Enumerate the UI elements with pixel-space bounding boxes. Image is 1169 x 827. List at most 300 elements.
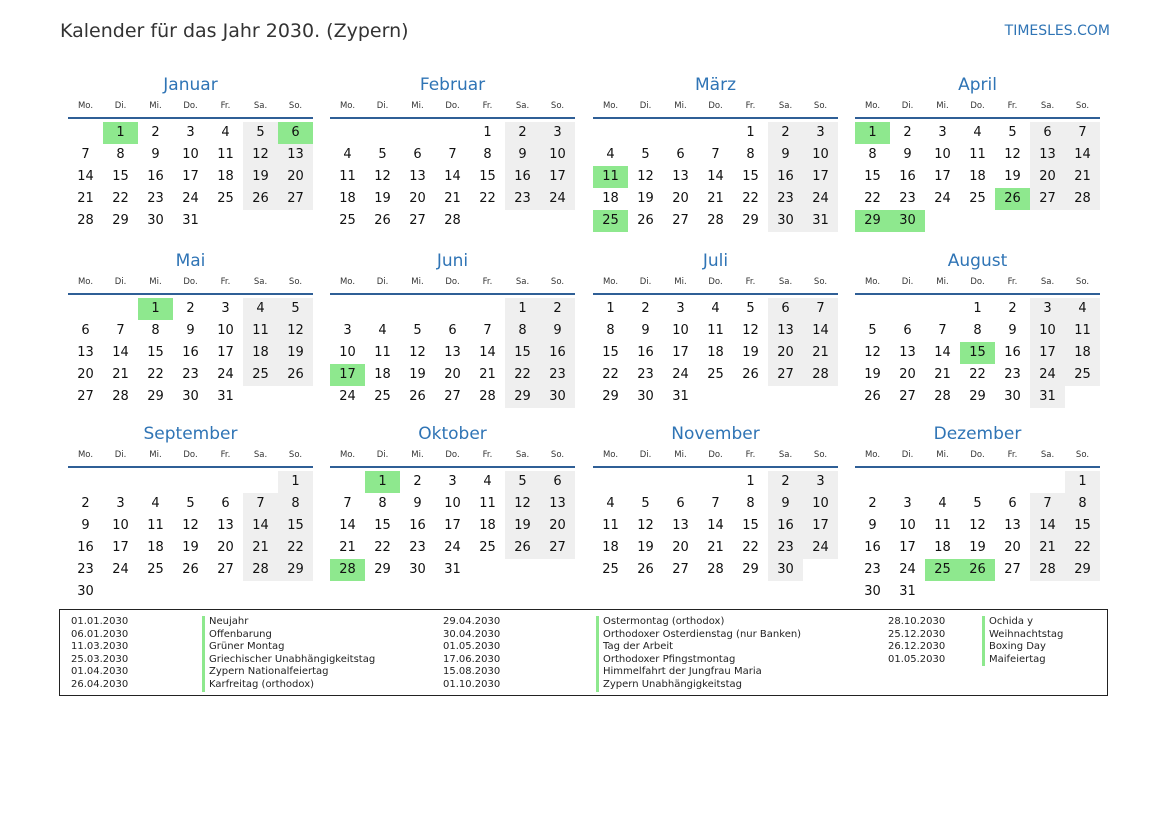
empty-cell — [995, 471, 1030, 493]
day-cell: 23 — [1004, 367, 1021, 382]
day-cell: 13 — [444, 345, 461, 360]
weekday-header — [593, 445, 838, 468]
legend-dates-col-3 — [888, 616, 945, 666]
day-cell: 29 — [602, 389, 619, 404]
day-cell: 24 — [803, 188, 838, 210]
day-cell: 9 — [413, 496, 422, 511]
day-cell: 23 — [147, 191, 164, 206]
day-cell: 16 — [409, 518, 426, 533]
day-cell: 15 — [278, 515, 313, 537]
legend-date: 28.10.2030 — [888, 616, 946, 627]
day-cell: 24 — [182, 191, 199, 206]
day-cell: 10 — [803, 493, 838, 515]
day-cell: 7 — [448, 147, 457, 162]
day-cell: 25 — [602, 562, 619, 577]
day-cell: 3 — [221, 301, 230, 316]
day-cell: 11 — [969, 147, 986, 162]
legend-date: 29.04.2030 — [443, 616, 501, 627]
day-cell: 2 — [903, 125, 912, 140]
weekday-label: Sa. — [253, 277, 268, 287]
weekday-label: Mi. — [411, 450, 424, 460]
day-cell: 27 — [1004, 562, 1021, 577]
day-cell: 30 — [1004, 389, 1021, 404]
day-cell: 14 — [243, 515, 278, 537]
weekday-label: So. — [550, 450, 565, 460]
empty-cell — [68, 122, 103, 144]
holiday-day-cell: 25 — [925, 559, 960, 581]
legend-name: Maifeiertag — [982, 654, 1063, 667]
day-cell: 6 — [1008, 496, 1017, 511]
weekday-header — [855, 96, 1100, 119]
day-cell: 2 — [768, 471, 803, 493]
day-cell: 20 — [444, 367, 461, 382]
day-cell: 27 — [899, 389, 916, 404]
weekday-label: Do. — [183, 101, 198, 111]
day-cell: 8 — [973, 323, 982, 338]
month-10 — [593, 423, 838, 581]
weekday-label: Mo. — [339, 450, 356, 460]
day-cell: 6 — [81, 323, 90, 338]
day-cell: 12 — [278, 320, 313, 342]
day-cell: 10 — [803, 144, 838, 166]
empty-cell — [890, 298, 925, 320]
day-cell: 22 — [969, 367, 986, 382]
day-cell: 30 — [182, 389, 199, 404]
day-cell: 21 — [707, 191, 724, 206]
legend-date: 17.06.2030 — [443, 653, 501, 665]
day-cell: 4 — [243, 298, 278, 320]
legend-name: Tag der Arbeit — [596, 641, 801, 654]
day-cell: 12 — [243, 144, 278, 166]
day-cell: 6 — [676, 147, 685, 162]
day-cell: 1 — [746, 474, 755, 489]
day-cell: 21 — [1030, 537, 1065, 559]
legend-date: 25.12.2030 — [888, 628, 946, 640]
day-cell: 2 — [186, 301, 195, 316]
day-cell: 2 — [151, 125, 160, 140]
weekday-label: So. — [813, 101, 828, 111]
day-grid — [330, 122, 575, 232]
weekday-label: Sa. — [1040, 101, 1055, 111]
day-cell: 2 — [81, 496, 90, 511]
day-cell: 12 — [1004, 147, 1021, 162]
day-cell: 4 — [1065, 298, 1100, 320]
empty-cell — [1030, 471, 1065, 493]
day-cell: 5 — [641, 496, 650, 511]
day-cell: 2 — [1008, 301, 1017, 316]
day-cell: 14 — [1030, 515, 1065, 537]
day-cell: 18 — [934, 540, 951, 555]
day-cell: 9 — [81, 518, 90, 533]
month-3 — [855, 74, 1100, 232]
day-cell: 16 — [540, 342, 575, 364]
day-cell: 15 — [479, 169, 496, 184]
day-cell: 20 — [409, 191, 426, 206]
day-cell: 12 — [742, 323, 759, 338]
day-cell: 19 — [505, 515, 540, 537]
holiday-legend — [59, 609, 1108, 696]
weekday-label: Di. — [114, 101, 127, 111]
day-cell: 9 — [641, 323, 650, 338]
site-link[interactable]: TIMESLES.COM — [1004, 23, 1110, 39]
legend-name: Himmelfahrt der Jungfrau Maria — [596, 666, 801, 679]
day-cell: 7 — [1065, 122, 1100, 144]
day-cell: 31 — [182, 213, 199, 228]
month-name: Mai — [175, 251, 206, 271]
legend-date: 01.04.2030 — [71, 666, 129, 678]
weekday-label: Sa. — [253, 450, 268, 460]
day-cell: 27 — [278, 188, 313, 210]
day-cell: 22 — [864, 191, 881, 206]
empty-cell — [855, 298, 890, 320]
day-cell: 13 — [77, 345, 94, 360]
month-0 — [68, 74, 313, 232]
day-cell: 13 — [278, 144, 313, 166]
weekday-label: Do. — [970, 277, 985, 287]
day-cell: 31 — [217, 389, 234, 404]
day-cell: 3 — [938, 125, 947, 140]
day-cell: 19 — [409, 367, 426, 382]
day-cell: 13 — [409, 169, 426, 184]
empty-cell — [593, 122, 628, 144]
weekday-header — [68, 445, 313, 468]
day-cell: 21 — [803, 342, 838, 364]
day-cell: 8 — [483, 147, 492, 162]
legend-date: 25.03.2030 — [71, 653, 129, 665]
day-cell: 31 — [444, 562, 461, 577]
day-cell: 30 — [768, 210, 803, 232]
day-cell: 8 — [278, 493, 313, 515]
holiday-day-cell: 30 — [890, 210, 925, 232]
day-cell: 9 — [903, 147, 912, 162]
empty-cell — [103, 471, 138, 493]
day-cell: 14 — [444, 169, 461, 184]
day-cell: 10 — [540, 144, 575, 166]
weekday-label: Di. — [114, 450, 127, 460]
month-name: Juni — [436, 251, 469, 271]
day-cell: 28 — [934, 389, 951, 404]
day-cell: 3 — [803, 471, 838, 493]
weekday-label: Di. — [114, 277, 127, 287]
day-cell: 21 — [707, 540, 724, 555]
day-cell: 27 — [409, 213, 426, 228]
day-cell: 4 — [606, 496, 615, 511]
day-cell: 13 — [217, 518, 234, 533]
day-cell: 25 — [707, 367, 724, 382]
empty-cell — [208, 471, 243, 493]
weekday-label: Fr. — [220, 450, 231, 460]
day-cell: 15 — [602, 345, 619, 360]
day-cell: 7 — [711, 496, 720, 511]
weekday-label: Mi. — [674, 101, 687, 111]
day-cell: 26 — [243, 188, 278, 210]
day-cell: 7 — [116, 323, 125, 338]
day-cell: 22 — [112, 191, 129, 206]
empty-cell — [365, 122, 400, 144]
day-cell: 2 — [868, 496, 877, 511]
day-cell: 26 — [182, 562, 199, 577]
day-cell: 4 — [711, 301, 720, 316]
day-cell: 29 — [969, 389, 986, 404]
day-cell: 9 — [868, 518, 877, 533]
day-cell: 25 — [243, 364, 278, 386]
weekday-label: So. — [550, 277, 565, 287]
day-cell: 22 — [278, 537, 313, 559]
day-cell: 30 — [540, 386, 575, 408]
day-cell: 19 — [182, 540, 199, 555]
day-cell: 2 — [768, 122, 803, 144]
day-cell: 15 — [374, 518, 391, 533]
day-cell: 5 — [973, 496, 982, 511]
weekday-label: Di. — [901, 277, 914, 287]
day-cell: 27 — [540, 537, 575, 559]
day-cell: 2 — [505, 122, 540, 144]
holiday-day-cell: 6 — [278, 122, 313, 144]
weekday-label: Mo. — [864, 277, 881, 287]
day-grid — [68, 298, 313, 408]
weekday-label: Di. — [639, 101, 652, 111]
day-cell: 8 — [868, 147, 877, 162]
day-cell: 21 — [444, 191, 461, 206]
weekday-label: Mo. — [77, 450, 94, 460]
day-cell: 22 — [742, 540, 759, 555]
empty-cell — [400, 298, 435, 320]
day-cell: 4 — [606, 147, 615, 162]
day-cell: 25 — [217, 191, 234, 206]
weekday-label: Do. — [445, 277, 460, 287]
day-cell: 14 — [803, 320, 838, 342]
weekday-label: Fr. — [1007, 277, 1018, 287]
day-cell: 24 — [803, 537, 838, 559]
weekday-label: Sa. — [515, 277, 530, 287]
day-cell: 1 — [278, 471, 313, 493]
day-cell: 17 — [112, 540, 129, 555]
legend-name: Grüner Montag — [202, 641, 375, 654]
day-cell: 30 — [77, 584, 94, 599]
day-cell: 12 — [637, 518, 654, 533]
day-cell: 11 — [934, 518, 951, 533]
day-cell: 18 — [339, 191, 356, 206]
day-cell: 20 — [77, 367, 94, 382]
day-cell: 18 — [969, 169, 986, 184]
day-cell: 17 — [899, 540, 916, 555]
day-cell: 13 — [672, 518, 689, 533]
day-cell: 29 — [278, 559, 313, 581]
day-cell: 2 — [641, 301, 650, 316]
holiday-day-cell: 15 — [960, 342, 995, 364]
weekday-label: Fr. — [745, 101, 756, 111]
day-cell: 17 — [444, 518, 461, 533]
day-cell: 22 — [1065, 537, 1100, 559]
day-cell: 3 — [186, 125, 195, 140]
day-cell: 19 — [374, 191, 391, 206]
weekday-label: Di. — [901, 450, 914, 460]
day-cell: 6 — [1030, 122, 1065, 144]
day-cell: 15 — [505, 342, 540, 364]
day-cell: 19 — [637, 540, 654, 555]
day-cell: 16 — [1004, 345, 1021, 360]
day-cell: 3 — [116, 496, 125, 511]
holiday-day-cell: 26 — [960, 559, 995, 581]
day-cell: 23 — [864, 562, 881, 577]
empty-cell — [960, 471, 995, 493]
day-cell: 5 — [505, 471, 540, 493]
holiday-day-cell: 25 — [593, 210, 628, 232]
day-cell: 22 — [147, 367, 164, 382]
day-cell: 15 — [112, 169, 129, 184]
legend-name: Ochida y — [982, 616, 1063, 629]
weekday-label: Fr. — [745, 450, 756, 460]
empty-cell — [330, 298, 365, 320]
weekday-label: Do. — [445, 450, 460, 460]
day-cell: 16 — [147, 169, 164, 184]
month-name: März — [695, 75, 736, 95]
day-cell: 12 — [374, 169, 391, 184]
day-cell: 2 — [413, 474, 422, 489]
month-name: Juli — [702, 251, 729, 271]
weekday-label: Sa. — [253, 101, 268, 111]
weekday-label: So. — [288, 277, 303, 287]
day-cell: 29 — [374, 562, 391, 577]
weekday-label: Fr. — [482, 450, 493, 460]
day-cell: 10 — [444, 496, 461, 511]
day-cell: 11 — [243, 320, 278, 342]
empty-cell — [400, 122, 435, 144]
day-cell: 23 — [182, 367, 199, 382]
day-cell: 9 — [186, 323, 195, 338]
holiday-day-cell: 1 — [138, 298, 173, 320]
holiday-day-cell: 17 — [330, 364, 365, 386]
legend-name: Neujahr — [202, 616, 375, 629]
empty-cell — [925, 298, 960, 320]
day-cell: 25 — [969, 191, 986, 206]
empty-cell — [470, 298, 505, 320]
page-title: Kalender für das Jahr 2030. (Zypern) — [60, 20, 409, 42]
day-cell: 21 — [1065, 166, 1100, 188]
holiday-day-cell: 29 — [855, 210, 890, 232]
day-cell: 31 — [1030, 386, 1065, 408]
legend-name: Zypern Nationalfeiertag — [202, 666, 375, 679]
legend-dates-col-1 — [71, 616, 128, 692]
weekday-label: Mi. — [936, 450, 949, 460]
day-cell: 23 — [899, 191, 916, 206]
day-grid — [855, 298, 1100, 408]
day-cell: 17 — [540, 166, 575, 188]
weekday-label: So. — [288, 450, 303, 460]
day-cell: 25 — [1065, 364, 1100, 386]
day-cell: 18 — [1065, 342, 1100, 364]
weekday-label: Di. — [639, 277, 652, 287]
day-cell: 17 — [1030, 342, 1065, 364]
month-4 — [68, 250, 313, 408]
weekday-label: Fr. — [1007, 450, 1018, 460]
day-cell: 5 — [243, 122, 278, 144]
day-cell: 20 — [278, 166, 313, 188]
month-5 — [330, 250, 575, 408]
day-cell: 17 — [182, 169, 199, 184]
day-cell: 22 — [479, 191, 496, 206]
day-cell: 18 — [147, 540, 164, 555]
day-cell: 10 — [1030, 320, 1065, 342]
day-cell: 3 — [803, 122, 838, 144]
day-cell: 9 — [505, 144, 540, 166]
weekday-label: So. — [550, 101, 565, 111]
weekday-label: Do. — [708, 450, 723, 460]
day-cell: 23 — [768, 188, 803, 210]
day-cell: 18 — [707, 345, 724, 360]
weekday-header — [330, 445, 575, 468]
day-cell: 7 — [483, 323, 492, 338]
weekday-header — [330, 96, 575, 119]
empty-cell — [855, 471, 890, 493]
day-cell: 14 — [934, 345, 951, 360]
day-cell: 18 — [374, 367, 391, 382]
day-cell: 14 — [77, 169, 94, 184]
day-cell: 22 — [374, 540, 391, 555]
day-cell: 28 — [803, 364, 838, 386]
day-cell: 24 — [444, 540, 461, 555]
day-cell: 1 — [505, 298, 540, 320]
day-cell: 24 — [1030, 364, 1065, 386]
day-cell: 3 — [1030, 298, 1065, 320]
legend-name: Offenbarung — [202, 629, 375, 642]
day-cell: 31 — [803, 210, 838, 232]
day-cell: 6 — [768, 298, 803, 320]
day-cell: 13 — [540, 493, 575, 515]
day-cell: 6 — [221, 496, 230, 511]
day-cell: 19 — [243, 166, 278, 188]
holiday-day-cell: 1 — [855, 122, 890, 144]
day-cell: 26 — [864, 389, 881, 404]
weekday-label: Mi. — [149, 450, 162, 460]
day-cell: 28 — [707, 213, 724, 228]
day-cell: 11 — [602, 518, 619, 533]
day-cell: 27 — [672, 213, 689, 228]
day-cell: 5 — [378, 147, 387, 162]
day-cell: 20 — [899, 367, 916, 382]
empty-cell — [435, 298, 470, 320]
empty-cell — [243, 471, 278, 493]
weekday-label: Fr. — [1007, 101, 1018, 111]
day-cell: 18 — [602, 191, 619, 206]
empty-cell — [68, 298, 103, 320]
day-cell: 23 — [409, 540, 426, 555]
empty-cell — [330, 122, 365, 144]
day-cell: 8 — [746, 147, 755, 162]
day-cell: 8 — [606, 323, 615, 338]
day-cell: 4 — [973, 125, 982, 140]
day-cell: 14 — [1065, 144, 1100, 166]
day-cell: 31 — [672, 389, 689, 404]
day-cell: 30 — [768, 559, 803, 581]
day-grid — [855, 471, 1100, 603]
legend-date: 26.12.2030 — [888, 641, 946, 653]
day-cell: 8 — [505, 320, 540, 342]
day-grid — [68, 471, 313, 603]
day-grid — [68, 122, 313, 232]
day-grid — [330, 471, 575, 581]
legend-names-col-2 — [596, 616, 801, 692]
day-cell: 24 — [339, 389, 356, 404]
month-name: November — [671, 424, 760, 444]
day-cell: 12 — [969, 518, 986, 533]
day-cell: 19 — [969, 540, 986, 555]
day-cell: 22 — [602, 367, 619, 382]
day-cell: 17 — [803, 515, 838, 537]
day-cell: 6 — [413, 147, 422, 162]
day-cell: 3 — [343, 323, 352, 338]
day-cell: 1 — [746, 125, 755, 140]
